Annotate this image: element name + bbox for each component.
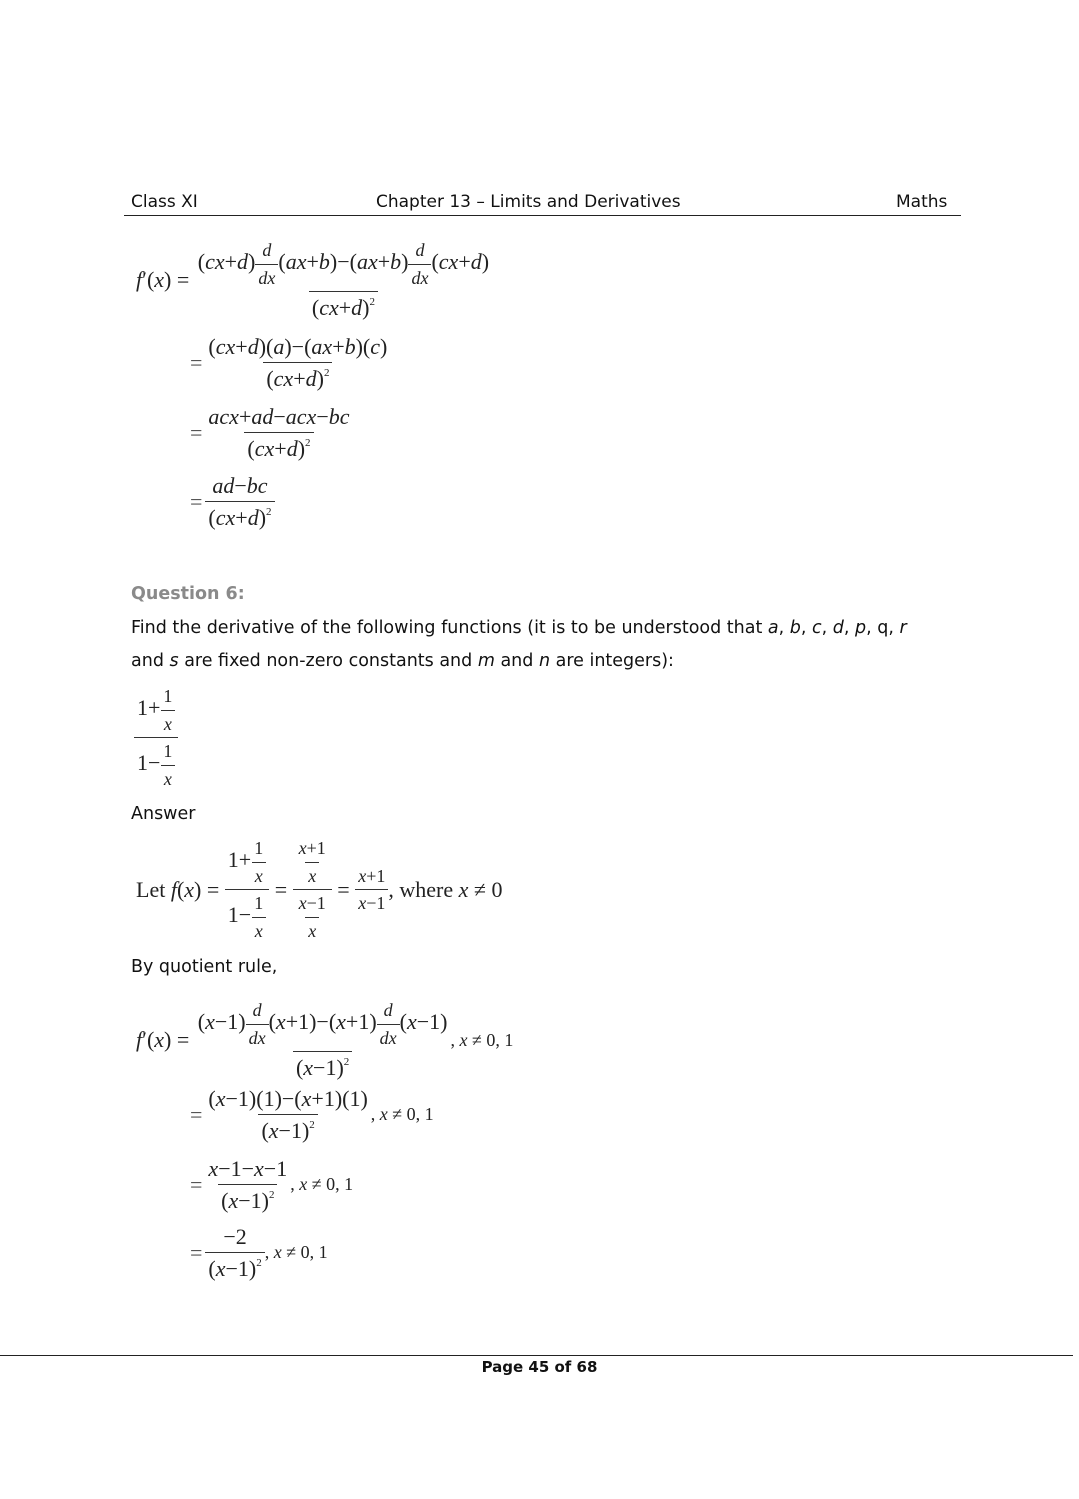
equation-line: = $\frac{(x-1)(1)-(x+1)(1)}{(x-1)^2}$ , x ≠ 0, 1 bbox=[190, 1086, 434, 1144]
question-text-line-1: Find the derivative of the following functions (it is to be understood that a, b, c, d, p, q, r bbox=[131, 618, 907, 638]
derivation-block-1 bbox=[136, 240, 836, 540]
equation-line: = $\frac{x-1-x-1}{(x-1)^2}$ , x ≠ 0, 1 bbox=[190, 1156, 354, 1214]
equation-line: f′(x) = (x−1) $\frac{d}{dx}$ (x+1)−(x+1) $\frac{d}{dx}$ (x−1) $(x-1)^2$ , x ≠ 0, 1 bbox=[136, 1000, 514, 1081]
header-rule bbox=[124, 215, 961, 216]
equation-line: = $\frac{(cx+d)(a)-(ax+b)(c)}{(cx+d)^2}$ bbox=[190, 334, 388, 392]
question-text-line-2: and s are fixed non-zero constants and m and n are integers): bbox=[131, 651, 674, 671]
equation-line: = $\frac{-2}{(x-1)^2}$ , x ≠ 0, 1 bbox=[190, 1224, 328, 1282]
derivation-block-2 bbox=[136, 1000, 836, 1300]
equation-line: = $\frac{\text{acx+ad−acx−bc}}{(cx+d)^2}$ bbox=[190, 404, 350, 462]
let-f-equation: Let f(x) = 1+ $\frac{1}{x}$ 1− $\frac{1}{x}$ = $\frac{\frac{x+1}{x}}{\frac{x-1}{x}}$ = $\frac{x+1}{x-1}$ , where x ≠ 0 bbox=[136, 838, 503, 942]
answer-label: Answer bbox=[131, 804, 196, 824]
question-label: Question 6: bbox=[131, 584, 245, 604]
equation-line: = $\frac{ad-bc}{(cx+d)^2}$ bbox=[136, 473, 890, 531]
header-class: Class XI bbox=[131, 192, 198, 212]
equation-line: f′(x) = (cx+d) $\frac{d}{dx}$ (ax+b)−(ax+b) $\frac{d}{dx}$ (cx+d) $(cx+d)^2$ bbox=[136, 240, 490, 321]
page-number: Page 45 of 68 bbox=[481, 1358, 598, 1376]
header-subject: Maths bbox=[896, 192, 948, 212]
quotient-rule-text: By quotient rule, bbox=[131, 957, 278, 977]
given-function: 1+ $\frac{1}{x}$ 1− $\frac{1}{x}$ bbox=[134, 686, 178, 790]
header-chapter: Chapter 13 – Limits and Derivatives bbox=[376, 192, 681, 212]
footer-rule bbox=[0, 1355, 1073, 1356]
